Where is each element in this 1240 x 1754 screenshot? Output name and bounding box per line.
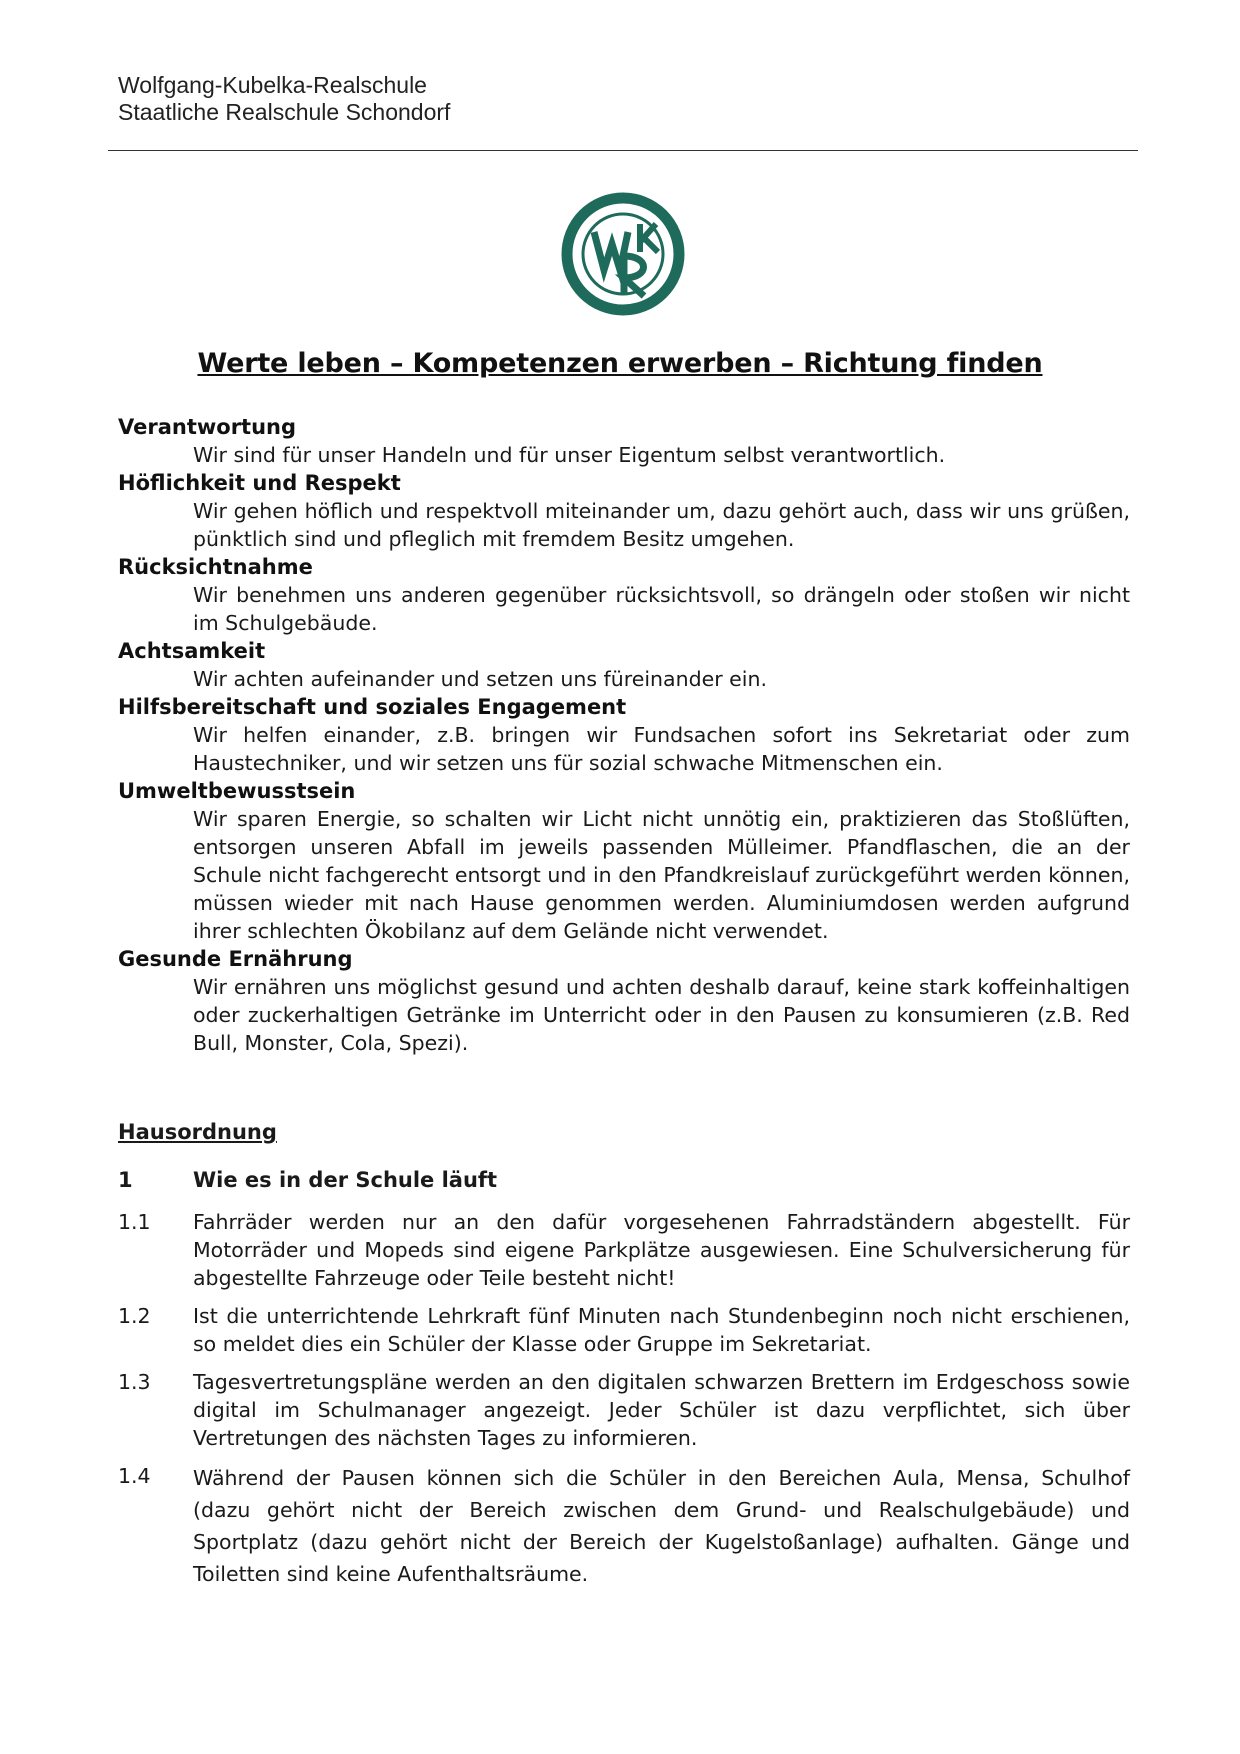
value-text: Wir gehen höflich und respektvoll miteinander um, dazu gehört auch, dass wir uns grüßen, pünktlich sind und pfleglich mit fremdem Besitz umgehen. bbox=[193, 499, 1130, 551]
value-heading: Verantwortung bbox=[118, 415, 297, 439]
rule-number: 1.1 bbox=[118, 1210, 151, 1234]
section-title: Wie es in der Schule läuft bbox=[193, 1168, 498, 1192]
value-heading: Umweltbewusstsein bbox=[118, 779, 356, 803]
value-block bbox=[118, 413, 1130, 469]
value-heading: Achtsamkeit bbox=[118, 639, 266, 663]
value-block bbox=[118, 777, 1130, 945]
value-text: Wir achten aufeinander und setzen uns füreinander ein. bbox=[193, 667, 767, 691]
school-header bbox=[118, 72, 1138, 126]
value-block bbox=[118, 693, 1130, 777]
value-text: Wir helfen einander, z.B. bringen wir Fundsachen sofort ins Sekretariat oder zum Haustechniker, und wir setzen uns für sozial schwache Mitmenschen ein. bbox=[193, 723, 1130, 775]
section-heading bbox=[118, 1166, 1130, 1194]
rule-item bbox=[118, 1462, 1130, 1590]
header-divider bbox=[108, 150, 1138, 151]
rule-text: Tagesvertretungspläne werden an den digitalen schwarzen Brettern im Erdgeschoss sowie digital im Schulmanager angezeigt. Jeder Schüler ist dazu verpflichtet, sich über Vertretungen des nächsten Tages zu informieren. bbox=[193, 1370, 1130, 1450]
rule-item bbox=[118, 1368, 1130, 1452]
value-text: Wir sind für unser Handeln und für unser Eigentum selbst verantwortlich. bbox=[193, 443, 946, 467]
value-heading: Gesunde Ernährung bbox=[118, 947, 353, 971]
rule-text: Fahrräder werden nur an den dafür vorgesehenen Fahrradständern abgestellt. Für Motorräder und Mopeds sind eigene Parkplätze ausgewiesen. Eine Schulversicherung für abgestellte Fahrzeuge oder Teile besteht nicht! bbox=[193, 1210, 1130, 1290]
value-block bbox=[118, 553, 1130, 637]
value-text: Wir benehmen uns anderen gegenüber rücksichtsvoll, so drängeln oder stoßen wir nicht im Schulgebäude. bbox=[193, 583, 1130, 635]
value-text: Wir sparen Energie, so schalten wir Licht nicht unnötig ein, praktizieren das Stoßlüften, entsorgen unseren Abfall im jeweils passenden Mülleimer. Pfandflaschen, die an der Schule nicht fachgerecht entsorgt und in den Pfandkreislauf zurückgeführt werden können, müssen wieder mit nach Hause genommen werden. Aluminiumdosen werden aufgrund ihrer schlechten Ökobilanz auf dem Gelände nicht verwendet. bbox=[193, 807, 1130, 943]
value-block bbox=[118, 469, 1130, 553]
section-number: 1 bbox=[118, 1168, 133, 1192]
hausordnung-title: Hausordnung bbox=[118, 1120, 277, 1144]
school-logo bbox=[560, 186, 686, 322]
value-block bbox=[118, 637, 1130, 693]
value-text: Wir ernähren uns möglichst gesund und achten deshalb darauf, keine stark koffeinhaltigen oder zuckerhaltigen Getränke im Unterricht oder in den Pausen zu konsumieren (z.B. Red Bull, Monster, Cola, Spezi). bbox=[193, 975, 1130, 1055]
rule-item bbox=[118, 1302, 1130, 1358]
school-name: Wolfgang-Kubelka-Realschule bbox=[118, 72, 427, 98]
value-heading: Höflichkeit und Respekt bbox=[118, 471, 401, 495]
rule-item bbox=[118, 1208, 1130, 1292]
school-subtitle: Staatliche Realschule Schondorf bbox=[118, 99, 451, 125]
values-section bbox=[118, 413, 1130, 1057]
page-title: Werte leben – Kompetenzen erwerben – Richtung finden bbox=[197, 348, 1043, 379]
value-heading: Rücksichtnahme bbox=[118, 555, 313, 579]
rule-number: 1.2 bbox=[118, 1304, 151, 1328]
rule-number: 1.4 bbox=[118, 1464, 151, 1488]
hausordnung-section bbox=[118, 1118, 1130, 1600]
rule-text: Während der Pausen können sich die Schüler in den Bereichen Aula, Mensa, Schulhof (dazu gehört nicht der Bereich zwischen dem Grund- und Realschulgebäude) und Sportplatz (dazu gehört nicht der Bereich der Kugelstoßanlage) aufhalten. Gänge und Toiletten sind keine Aufenthaltsräume. bbox=[193, 1466, 1130, 1586]
value-heading: Hilfsbereitschaft und soziales Engagement bbox=[118, 695, 627, 719]
value-block bbox=[118, 945, 1130, 1057]
rule-text: Ist die unterrichtende Lehrkraft fünf Minuten nach Stundenbeginn noch nicht erschienen, so meldet dies ein Schüler der Klasse oder Gruppe im Sekretariat. bbox=[193, 1304, 1130, 1356]
rule-number: 1.3 bbox=[118, 1370, 151, 1394]
